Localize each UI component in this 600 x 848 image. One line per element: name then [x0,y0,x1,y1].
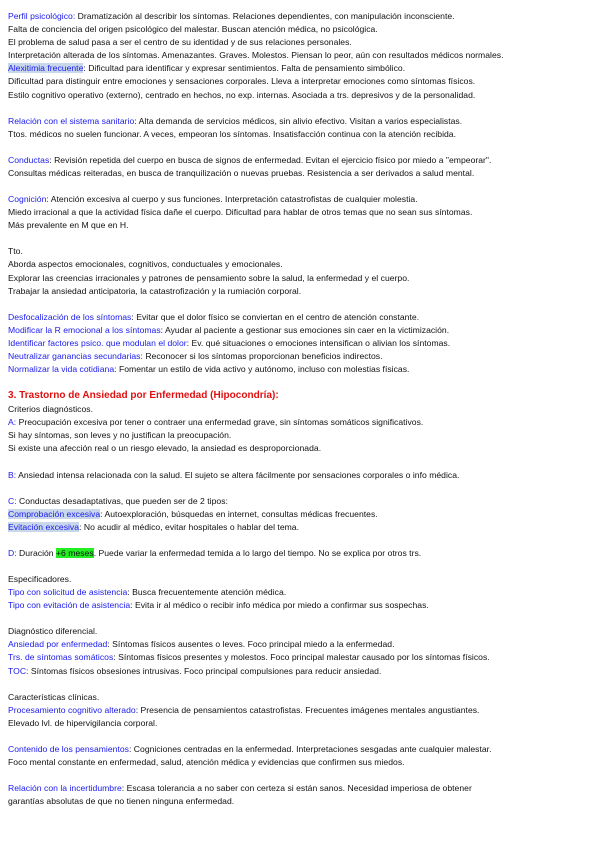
text-line [8,651,596,664]
heading-text: 3. Trastorno de Ansiedad por Enfermedad (Hipocondría): [8,390,279,402]
text-line [8,704,596,717]
paragraph-gap [8,769,596,782]
paragraph-gap [8,180,596,193]
text-line [8,285,596,298]
text-line [8,495,596,508]
text-run: Elevado lvl. de hipervigilancia corporal. [8,717,158,728]
text-line [8,154,596,167]
text-line [8,10,596,23]
text-run: Foco mental constante en enfermedad, salud, atención médica y evidencias que confirmen sus miedos. [8,757,405,768]
text-line [8,350,596,363]
text-run: Ttos. médicos no suelen funcionar. A veces, empeoran los síntomas. Insatisfacción continua con la atención recibida. [8,128,457,139]
text-run: : Ayudar al paciente a gestionar sus emociones sin caer en la victimización. [160,324,450,335]
text-run: : Reconocer si los síntomas proporcionan beneficios indirectos. [140,350,383,361]
term-label: Neutralizar ganancias secundarias [8,350,141,361]
text-line [8,782,596,795]
text-run: Si hay síntomas, son leves y no justifican la preocupación. [8,430,232,441]
text-line [8,795,596,808]
term-label: Trs. de síntomas somáticos [8,652,114,663]
text-line [8,245,596,258]
text-line [8,75,596,88]
text-line [8,115,596,128]
paragraph-gap [8,141,596,154]
text-line [8,599,596,612]
text-run: : Evita ir al médico o recibir info médica por miedo a confirmar sus sospechas. [130,600,429,611]
term-label: Conductas [8,154,50,165]
text-line [8,665,596,678]
text-run: : Revisión repetida del cuerpo en busca de signos de enfermedad. Evitan el ejercicio físico por miedo a "empeorar". [49,154,492,165]
text-run: Estilo cognitivo operativo (externo), centrado en hechos, no exp. internas. Asociada a trs. depresivos y de la personalidad. [8,89,476,100]
text-line [8,691,596,704]
text-run: : Ev. qué situaciones o emociones intensifican o alivian los síntomas. [186,337,451,348]
text-line [8,311,596,324]
text-run: : Escasa tolerancia a no saber con certeza si están sanos. Necesidad imperiosa de obtener [121,783,472,794]
term-label: Tipo con evitación de asistencia [8,600,131,611]
paragraph-gap [8,298,596,311]
text-line [8,547,596,560]
text-line [8,416,596,429]
text-run: Dramatización al describir los síntomas. Relaciones dependientes, con manipulación inconsciente. [75,11,455,21]
text-line [8,756,596,769]
text-line [8,337,596,350]
text-run: : Síntomas físicos presentes y molestos. Foco principal malestar causado por los síntomas físicos. [113,652,490,663]
text-run: Consultas médicas reiteradas, en busca de tranquilización o nuevas pruebas. Resistencia a ser derivados a salud mental. [8,167,475,178]
paragraph-gap [8,534,596,547]
text-run: : No acudir al médico, evitar hospitales o hablar del tema. [79,521,300,532]
term-label: Tipo con solicitud de asistencia [8,587,128,598]
term-label: Relación con la incertidumbre [8,783,122,794]
text-line [8,638,596,651]
text-run: Conductas desadaptativas, que pueden ser de 2 tipos: [16,495,228,506]
term-label: Procesamiento cognitivo alterado [8,704,136,715]
text-run: . Puede variar la enfermedad temida a lo largo del tiempo. No se explica por otros trs. [93,547,422,558]
text-run: Más prevalente en M que en H. [8,220,129,231]
text-run: Dificultad para distinguir entre emociones y sensaciones corporales. Lleva a interpretar emociones como síntomas físicos. [8,76,476,87]
text-run: Trabajar la ansiedad anticipatoria, la catastrofización y la rumiación corporal. [8,285,302,296]
text-run: : Dificultad para identificar y expresar sentimientos. Falta de pensamiento simbólico. [83,63,406,74]
text-line [8,62,596,75]
text-line [8,89,596,102]
text-run: : Presencia de pensamientos catastrofistas. Frecuentes imágenes mentales angustiantes. [135,704,480,715]
term-label: Desfocalización de los síntomas [8,311,132,322]
text-line [8,508,596,521]
term-label: Cognición [8,194,47,205]
paragraph-gap [8,102,596,115]
text-run: Interpretación alterada de los síntomas. Amenazantes. Graves. Molestos. Piensan lo peor, aún con resultados médicos normales. [8,50,504,61]
text-run: : Autoexploración, búsquedas en internet, consultas médicas frecuentes. [100,508,378,519]
paragraph-gap [8,456,596,469]
term-label: Contenido de los pensamientos [8,743,129,754]
term-label: Ansiedad por enfermedad [8,639,108,650]
term-label: A: [8,417,17,428]
term-label: C: [8,495,17,506]
text-run: Diagnóstico diferencial. [8,626,98,637]
highlight: +6 meses [56,547,94,558]
text-line [8,167,596,180]
text-line [8,625,596,638]
text-line [8,573,596,586]
text-line [8,442,596,455]
paragraph-gap [8,612,596,625]
term-label: Normalizar la vida cotidiana [8,364,115,375]
text-line [8,128,596,141]
term-label: Modificar la R emocional a los síntomas [8,324,161,335]
text-line [8,324,596,337]
paragraph-gap [8,232,596,245]
text-run: Aborda aspectos emocionales, cognitivos, conductuales y emocionales. [8,259,283,270]
term-label: Relación con el sistema sanitario [8,115,135,126]
term-label: Perfil psicológico: [8,11,76,21]
text-run: Ansiedad intensa relacionada con la salud. El sujeto se altera fácilmente por sensaciones corporales o info médica. [16,469,460,480]
text-line [8,403,596,416]
text-run: Si existe una afección real o un riesgo elevado, la ansiedad es desproporcionada. [8,443,322,454]
text-line [8,586,596,599]
text-run: Preocupación excesiva por tener o contraer una enfermedad grave, sin síntomas somáticos significativos. [16,417,424,428]
section-heading [8,389,596,403]
text-run: Criterios diagnósticos. [8,404,93,415]
text-line [8,49,596,62]
text-run: : Síntomas físicos obsesiones intrusivas. Foco principal compulsiones para reducir ansiedad. [26,665,382,676]
term-label: Alexitimia frecuente [8,63,84,74]
document-body [8,10,596,808]
paragraph-gap [8,376,596,389]
text-line [8,36,596,49]
paragraph-gap [8,678,596,691]
text-run: Miedo irracional a que la actividad física dañe el cuerpo. Dificultad para hablar de otros temas que no sean sus síntomas. [8,207,473,218]
term-label: Evitación excesiva [8,521,80,532]
text-run: : Fomentar un estilo de vida activo y autónomo, incluso con molestias físicas. [114,364,410,375]
text-run: : Síntomas físicos ausentes o leves. Foco principal miedo a la enfermedad. [107,639,395,650]
text-run: Tto. [8,246,23,257]
text-line [8,363,596,376]
term-label: Identificar factores psico. que modulan el dolor [8,337,187,348]
term-label: TOC [8,665,27,676]
text-line [8,272,596,285]
text-run: El problema de salud pasa a ser el centro de su identidad y de sus relaciones personales. [8,37,352,48]
text-run: Especificadores. [8,574,72,584]
text-run: : Busca frecuentemente atención médica. [127,587,287,598]
paragraph-gap [8,482,596,495]
text-line [8,521,596,534]
text-line [8,193,596,206]
paragraph-gap [8,560,596,573]
text-line [8,206,596,219]
text-run: Duración [16,547,57,558]
text-line [8,219,596,232]
text-run: : Evitar que el dolor físico se conviertan en el centro de atención constante. [131,311,420,322]
text-run: Explorar las creencias irracionales y patrones de pensamiento sobre la salud, la enfermedad y el cuerpo. [8,272,410,283]
term-label: D: [8,547,17,558]
text-run: : Alta demanda de servicios médicos, sin alivio efectivo. Visitan a varios especialistas. [134,115,463,126]
text-line [8,469,596,482]
term-label: Comprobación excesiva [8,508,101,519]
paragraph-gap [8,730,596,743]
text-line [8,429,596,442]
text-line [8,717,596,730]
text-run: : Atención excesiva al cuerpo y sus funciones. Interpretación catastrofistas de cualquier molestia. [46,194,418,205]
text-run: Características clínicas. [8,691,100,702]
text-run: garantías absolutas de que no tienen ninguna enfermedad. [8,796,235,807]
text-line [8,23,596,36]
text-line [8,743,596,756]
text-line [8,258,596,271]
text-run: Falta de conciencia del origen psicológico del malestar. Buscan atención médica, no psicológica. [8,24,378,35]
text-run: : Cogniciones centradas en la enfermedad. Interpretaciones sesgadas ante cualquier malestar. [128,743,492,754]
term-label: B: [8,469,17,480]
